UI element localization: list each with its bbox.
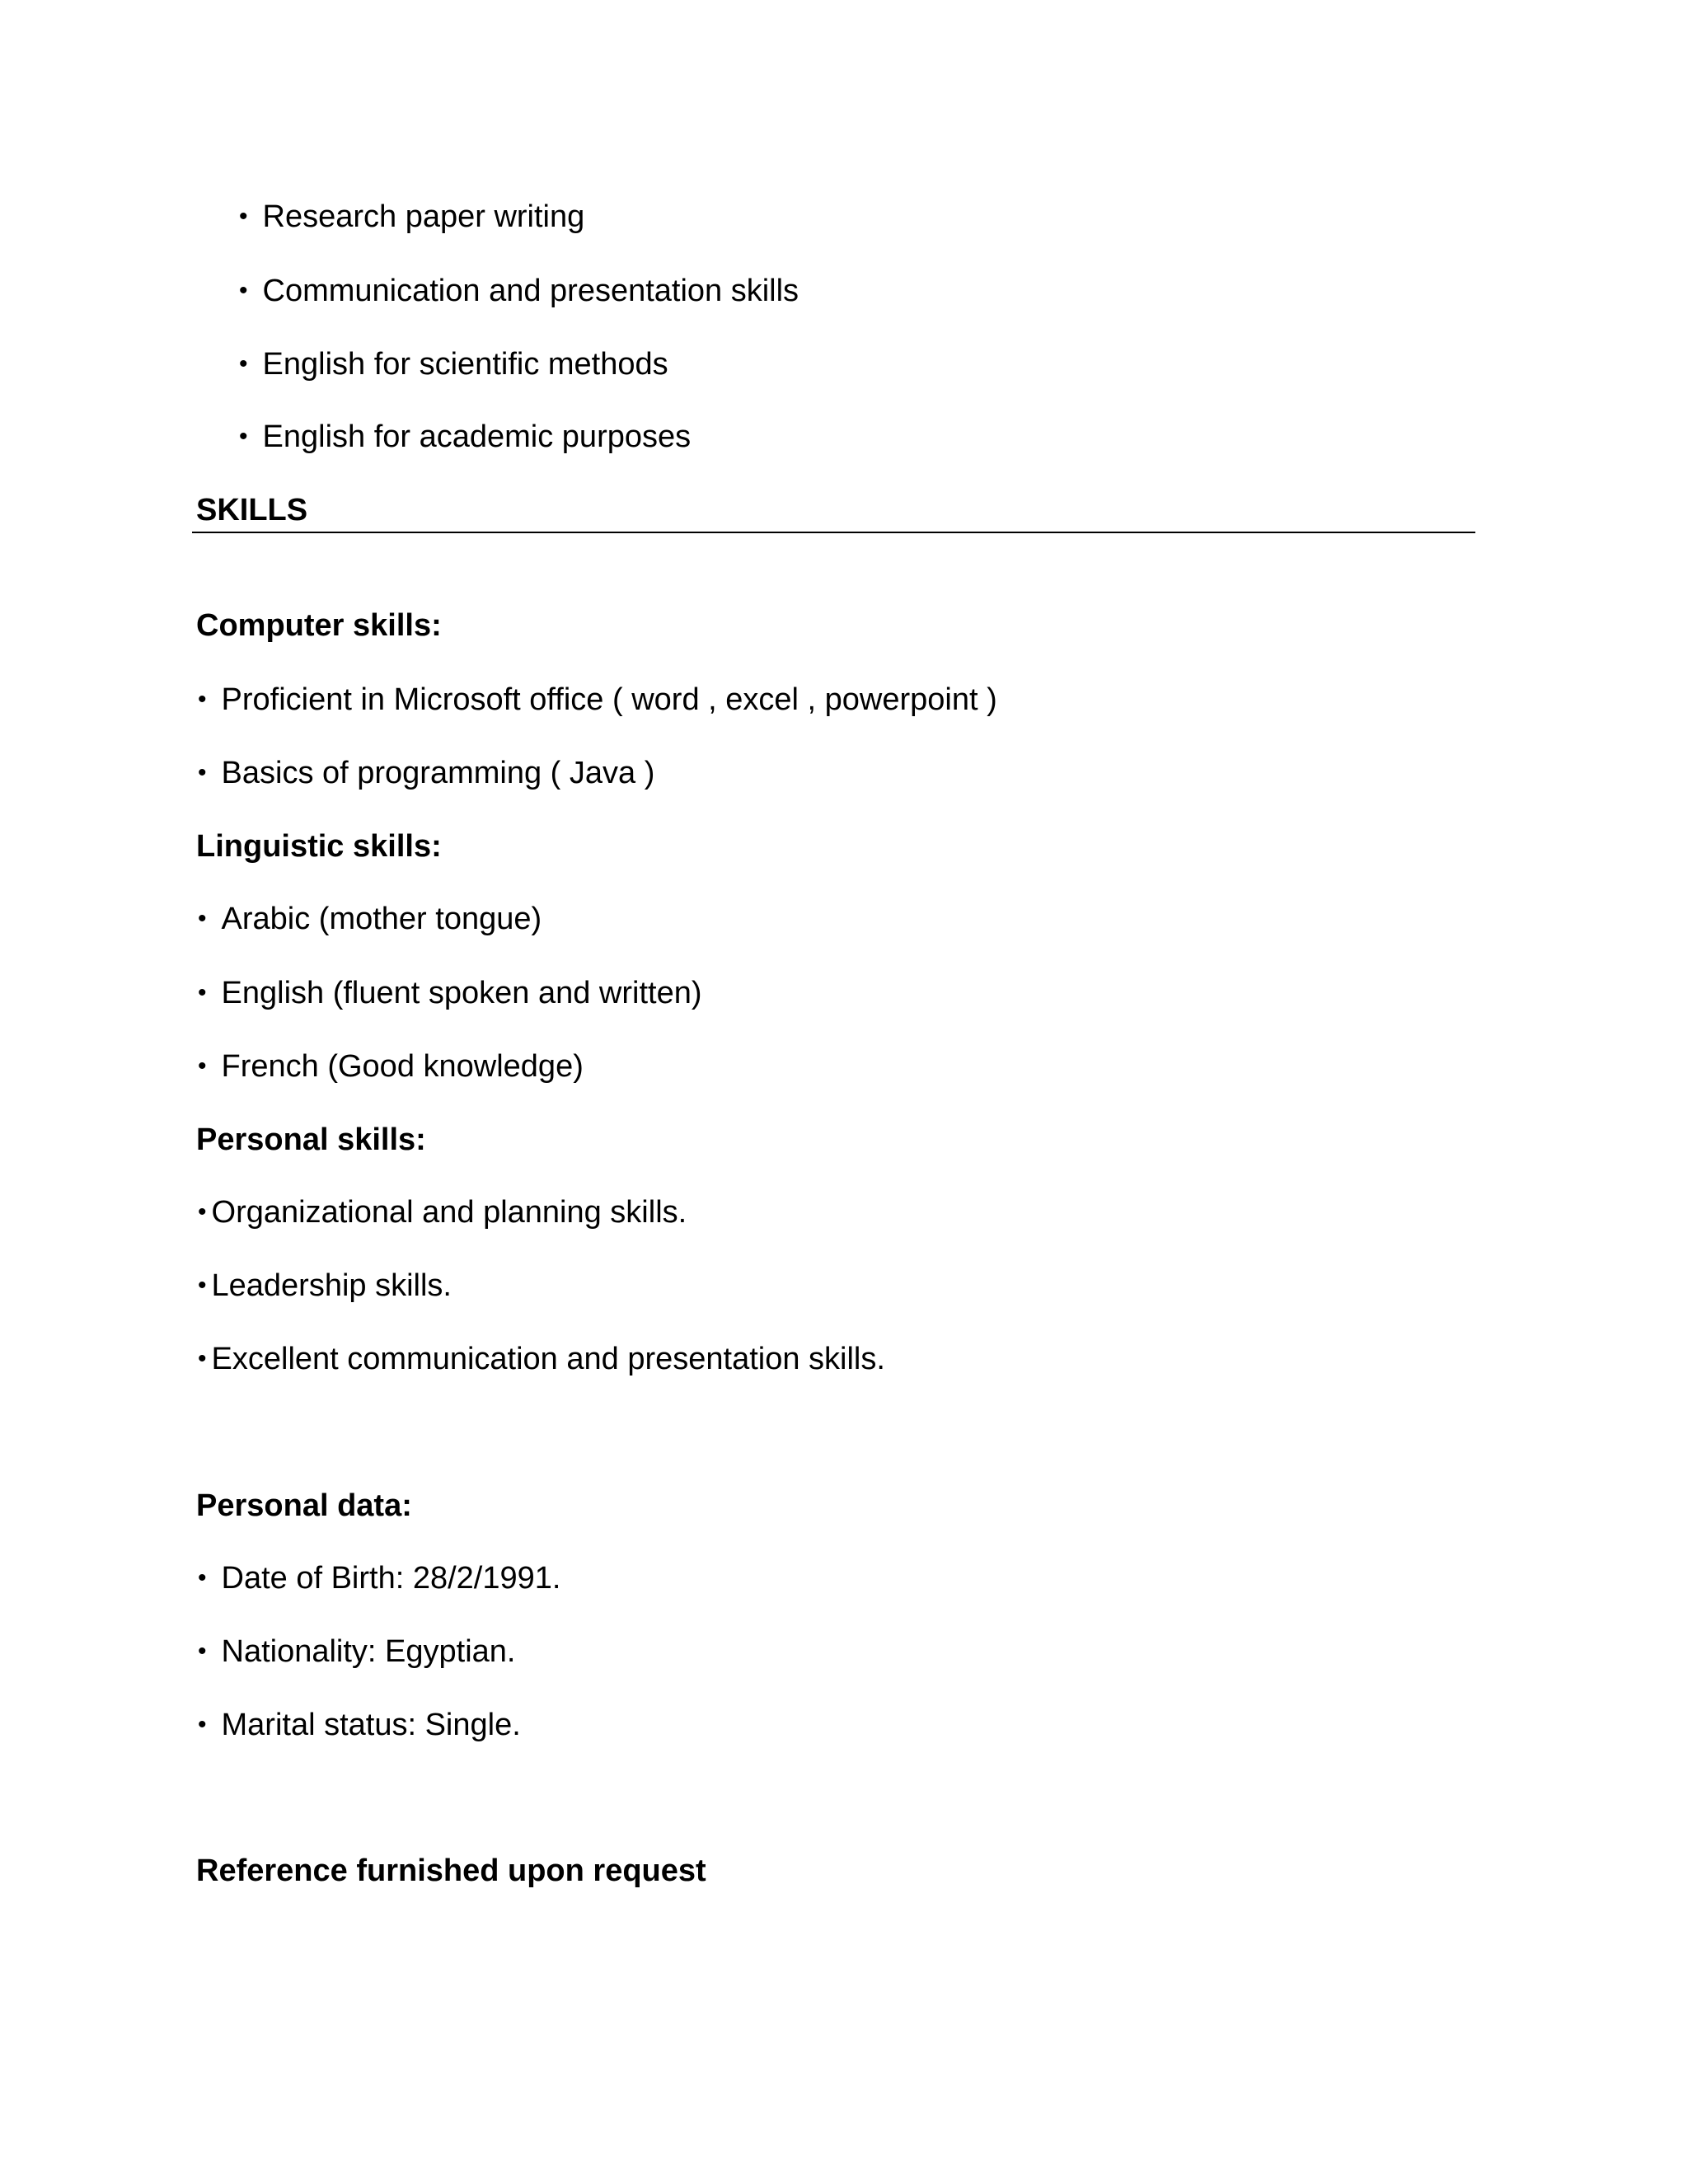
list-item-text: Communication and presentation skills [262, 274, 799, 308]
personal-data-heading: Personal data: [196, 1488, 412, 1523]
list-item [198, 1559, 560, 1597]
list-item-text: Date of Birth: 28/2/1991. [221, 1561, 561, 1596]
bullet-icon: • [239, 277, 248, 304]
list-item-text: Marital status: Single. [221, 1708, 521, 1742]
list-item [198, 1193, 687, 1231]
bullet-icon: • [239, 350, 248, 377]
list-item-text: English for scientific methods [262, 347, 668, 382]
bullet-icon: • [198, 1564, 207, 1591]
linguistic-skills-heading: Linguistic skills: [196, 829, 442, 864]
bullet-icon: • [198, 759, 207, 786]
list-item [198, 1633, 516, 1671]
bullet-icon: • [198, 1345, 207, 1372]
bullet-icon: • [198, 686, 207, 713]
list-item-text: Organizational and planning skills. [211, 1195, 687, 1230]
list-item-text: French (Good knowledge) [221, 1049, 584, 1084]
list-item [239, 345, 668, 383]
personal-skills-heading: Personal skills: [196, 1122, 426, 1157]
section-divider [192, 532, 1475, 533]
bullet-icon: • [239, 203, 248, 230]
list-item [198, 681, 997, 719]
list-item [198, 1706, 521, 1744]
list-item-text: Nationality: Egyptian. [221, 1634, 516, 1669]
list-item [239, 418, 691, 456]
bullet-icon: • [239, 423, 248, 450]
list-item [198, 1267, 452, 1305]
list-item [198, 1340, 885, 1378]
bullet-icon: • [198, 1052, 207, 1080]
list-item-text: Arabic (mother tongue) [221, 902, 542, 936]
bullet-icon: • [198, 1272, 207, 1299]
list-item-text: Leadership skills. [211, 1268, 452, 1303]
list-item-text: English (fluent spoken and written) [221, 976, 702, 1010]
list-item [198, 900, 542, 938]
bullet-icon: • [198, 1638, 207, 1665]
computer-skills-heading: Computer skills: [196, 608, 442, 643]
list-item [198, 974, 702, 1012]
bullet-icon: • [198, 979, 207, 1006]
section-title-skills: SKILLS [196, 493, 308, 527]
bullet-icon: • [198, 905, 207, 932]
list-item [239, 198, 584, 236]
bullet-icon: • [198, 1711, 207, 1738]
list-item [239, 272, 799, 310]
list-item-text: Proficient in Microsoft office ( word , excel , powerpoint ) [221, 682, 997, 717]
list-item [198, 1047, 584, 1085]
list-item [198, 754, 654, 792]
bullet-icon: • [198, 1198, 207, 1226]
list-item-text: Excellent communication and presentation skills. [211, 1342, 885, 1376]
list-item-text: Basics of programming ( Java ) [221, 756, 655, 790]
list-item-text: English for academic purposes [262, 419, 692, 454]
reference-note: Reference furnished upon request [196, 1854, 706, 1888]
list-item-text: Research paper writing [262, 199, 585, 234]
